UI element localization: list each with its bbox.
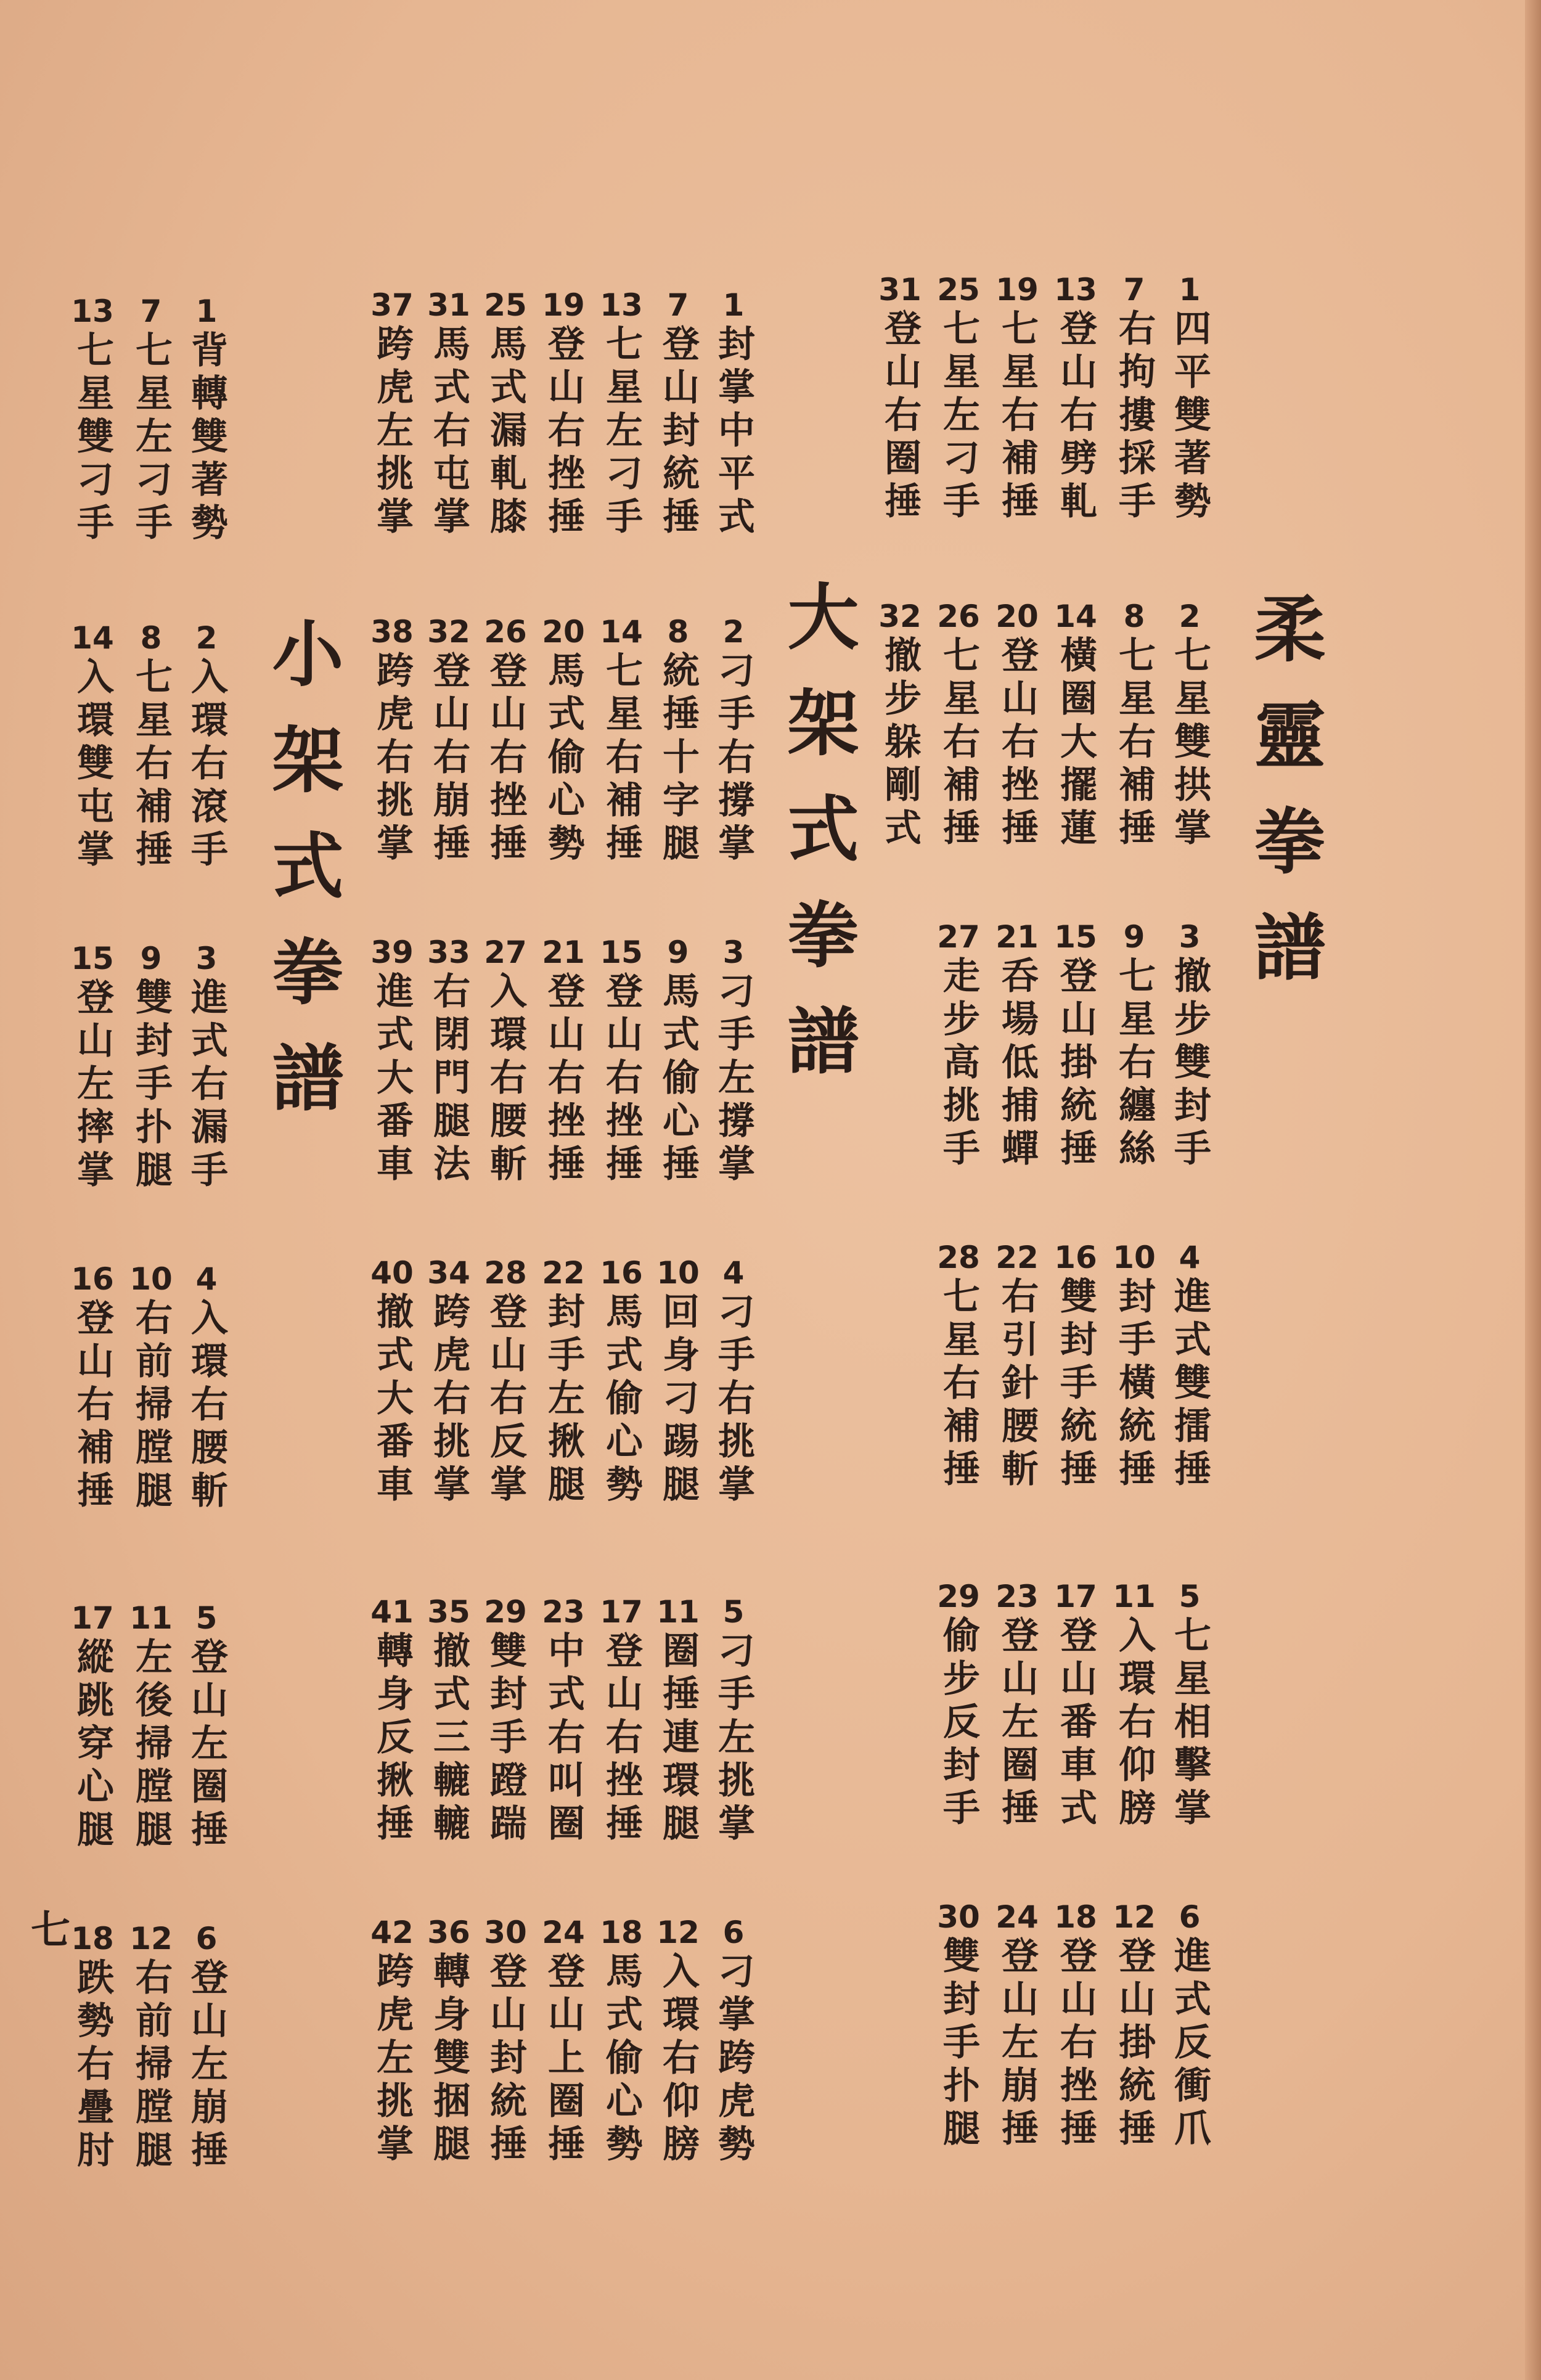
entry-number: 25: [484, 287, 527, 323]
entry-text: 入環右滾手: [185, 657, 228, 873]
rouling-entry: [1165, 1242, 1214, 1492]
dajia-entry: [709, 287, 758, 540]
entry-text: 登山右挫捶: [995, 636, 1039, 851]
entry-number: 23: [542, 1594, 585, 1630]
entry-number: 2: [1179, 599, 1201, 634]
entry-number: 14: [600, 614, 643, 650]
entry-number: 19: [542, 287, 585, 323]
entry-text: 跌勢右疊肘: [71, 1958, 114, 2173]
entry-text: 轉身雙捆腿: [427, 1952, 470, 2167]
entry-text: 馬式偷心勢: [542, 651, 585, 867]
dajia-entry: [597, 1917, 646, 2167]
entry-number: 19: [995, 272, 1039, 308]
entry-number: 4: [722, 1255, 745, 1291]
entry-number: 11: [1113, 1579, 1156, 1614]
entry-text: 右前掃膛腿: [129, 1298, 173, 1514]
entry-text: 撤式大番車: [370, 1292, 414, 1508]
entry-number: 1: [722, 287, 745, 323]
entry-number: 13: [600, 287, 643, 323]
entry-text: 走步高挑手: [937, 956, 980, 1172]
entry-text: 登山右挫捶: [542, 971, 585, 1187]
entry-text: 登山右補捶: [71, 1298, 114, 1514]
page-edge: [1525, 0, 1541, 2380]
rouling-entry: [1165, 1581, 1214, 1831]
entry-number: 13: [71, 293, 114, 329]
dajia-title: 大架式拳譜: [775, 579, 859, 1110]
entry-text: 登山封統捶: [656, 324, 700, 540]
entry-number: 6: [1179, 1899, 1201, 1935]
entry-number: 11: [129, 1600, 173, 1636]
entry-number: 41: [370, 1594, 414, 1630]
rouling-title: 柔靈拳譜: [1242, 592, 1326, 1016]
entry-text: 入環雙屯掌: [71, 657, 114, 873]
entry-text: 雙封手扑腿: [937, 1936, 980, 2152]
entry-text: 封手橫統捶: [1113, 1277, 1156, 1492]
entry-text: 七星雙拱掌: [1168, 636, 1211, 851]
entry-text: 七星雙刁手: [71, 330, 114, 546]
entry-text: 跨虎右挑掌: [427, 1292, 470, 1508]
entry-number: 39: [370, 934, 414, 970]
dajia-entry: [539, 934, 588, 1187]
dajia-entry: [539, 287, 588, 540]
entry-text: 登山掛統捶: [1113, 1936, 1156, 2152]
entry-text: 封手左揪腿: [542, 1292, 585, 1508]
rouling-entry: [992, 1581, 1042, 1831]
entry-number: 15: [1054, 919, 1097, 955]
xiaojia-entry: [182, 943, 231, 1193]
xiaojia-title: 小架式拳譜: [260, 616, 344, 1147]
rouling-entry: [1165, 274, 1214, 525]
entry-number: 32: [427, 614, 470, 650]
dajia-entry: [653, 616, 703, 867]
entry-number: 14: [71, 620, 114, 656]
entry-text: 馬式右屯掌: [427, 324, 470, 540]
entry-text: 馬式偷心捶: [656, 971, 700, 1187]
dajia-entry: [653, 934, 703, 1187]
entry-number: 4: [195, 1261, 218, 1297]
entry-number: 35: [427, 1594, 470, 1630]
dajia-entry: [424, 1917, 473, 2167]
entry-text: 七星左刁手: [129, 330, 173, 546]
entry-text: 刁掌跨虎勢: [712, 1952, 755, 2167]
entry-number: 24: [995, 1899, 1039, 1935]
entry-text: 登山掛統捶: [1054, 956, 1097, 1172]
dajia-entry: [539, 1594, 588, 1847]
dajia-entry: [367, 934, 417, 1187]
entry-text: 登山左圈捶: [185, 1637, 228, 1853]
entry-text: 刁手左挑掌: [712, 1631, 755, 1847]
entry-text: 右拘摟採手: [1113, 309, 1156, 525]
entry-text: 馬式漏軋膝: [484, 324, 527, 540]
entry-number: 22: [542, 1255, 585, 1291]
entry-text: 撤步雙封手: [1168, 956, 1211, 1172]
entry-text: 登山右挫捶: [600, 1631, 643, 1847]
entry-text: 七星左刁手: [937, 309, 980, 525]
dajia-entry: [481, 1257, 530, 1508]
entry-number: 23: [995, 1579, 1039, 1614]
entry-text: 刁手右挑掌: [712, 1292, 755, 1508]
entry-text: 馬式偷心勢: [600, 1292, 643, 1508]
rouling-entry: [1051, 274, 1100, 525]
entry-number: 27: [484, 934, 527, 970]
entry-text: 縱跳穿心腿: [71, 1637, 114, 1853]
entry-number: 6: [195, 1921, 218, 1957]
entry-text: 登山右圈捶: [878, 309, 922, 525]
entry-text: 跨虎右挑掌: [370, 651, 414, 867]
entry-text: 登山右挫捶: [600, 971, 643, 1187]
entry-number: 9: [140, 941, 162, 976]
entry-number: 20: [995, 599, 1039, 634]
entry-number: 3: [195, 941, 218, 976]
rouling-entry: [992, 1242, 1042, 1492]
entry-number: 7: [667, 287, 689, 323]
entry-number: 7: [1123, 272, 1145, 308]
entry-number: 15: [600, 934, 643, 970]
rouling-entry: [875, 274, 925, 525]
dajia-entry: [539, 616, 588, 867]
entry-text: 入環右仰膀: [1113, 1616, 1156, 1831]
rouling-entry: [875, 601, 925, 851]
entry-text: 登山封統捶: [484, 1952, 527, 2167]
entry-number: 34: [427, 1255, 470, 1291]
entry-number: 16: [1054, 1240, 1097, 1275]
entry-number: 31: [878, 272, 922, 308]
entry-text: 七星右補捶: [600, 651, 643, 867]
entry-text: 右閉門腿法: [427, 971, 470, 1187]
rouling-entry: [1110, 919, 1159, 1172]
entry-text: 封掌中平式: [712, 324, 755, 540]
dajia-entry: [709, 616, 758, 867]
entry-number: 22: [995, 1240, 1039, 1275]
entry-text: 橫圈大擺蓮: [1054, 636, 1097, 851]
entry-number: 17: [600, 1594, 643, 1630]
rouling-entry: [1051, 601, 1100, 851]
entry-text: 跨虎左挑掌: [370, 1952, 414, 2167]
entry-text: 回身刁踢腿: [656, 1292, 700, 1508]
dajia-entry: [539, 1917, 588, 2167]
entry-text: 左後掃膛腿: [129, 1637, 173, 1853]
entry-text: 中式右叫圈: [542, 1631, 585, 1847]
entry-text: 七星右補捶: [937, 1277, 980, 1492]
entry-number: 8: [667, 614, 689, 650]
dajia-entry: [653, 1594, 703, 1847]
entry-text: 登山右挫捶: [542, 324, 585, 540]
entry-text: 進式雙擂捶: [1168, 1277, 1211, 1492]
dajia-entry: [653, 1917, 703, 2167]
entry-text: 呑場低捕蟬: [995, 956, 1039, 1172]
dajia-entry: [424, 287, 473, 540]
rouling-entry: [1165, 919, 1214, 1172]
entry-text: 雙封手扑腿: [129, 978, 173, 1193]
entry-number: 1: [1179, 272, 1201, 308]
entry-number: 8: [140, 620, 162, 656]
entry-text: 撤式三轆轆: [427, 1631, 470, 1847]
entry-number: 13: [1054, 272, 1097, 308]
dajia-entry: [367, 1257, 417, 1508]
rouling-entry: [1051, 1899, 1100, 2152]
entry-text: 入環右仰膀: [656, 1952, 700, 2167]
dajia-entry: [424, 934, 473, 1187]
rouling-entry: [934, 1242, 983, 1492]
entry-text: 馬式偷心勢: [600, 1952, 643, 2167]
entry-text: 七星右纏絲: [1113, 956, 1156, 1172]
rouling-entry: [934, 274, 983, 525]
entry-text: 登山左圈捶: [995, 1616, 1039, 1831]
xiaojia-entry: [126, 943, 176, 1193]
entry-number: 24: [542, 1915, 585, 1950]
entry-number: 29: [937, 1579, 980, 1614]
entry-number: 1: [195, 293, 218, 329]
entry-text: 入環右腰斬: [484, 971, 527, 1187]
entry-number: 14: [1054, 599, 1097, 634]
entry-text: 登山左摔掌: [71, 978, 114, 1193]
entry-text: 撤步躲剛式: [878, 636, 922, 851]
dajia-entry: [367, 1917, 417, 2167]
dajia-entry: [597, 287, 646, 540]
entry-number: 15: [71, 941, 114, 976]
dajia-entry: [597, 1594, 646, 1847]
entry-number: 12: [1113, 1899, 1156, 1935]
xiaojia-entry: [182, 1923, 231, 2173]
entry-text: 背轉雙著勢: [185, 330, 228, 546]
entry-text: 登山番車式: [1054, 1616, 1097, 1831]
entry-text: 登山右劈軋: [1054, 309, 1097, 525]
entry-number: 2: [195, 620, 218, 656]
entry-text: 七星右補捶: [937, 636, 980, 851]
xiaojia-entry: [126, 620, 176, 873]
dajia-entry: [653, 287, 703, 540]
xiaojia-entry: [68, 1923, 117, 2173]
rouling-entry: [1051, 919, 1100, 1172]
rouling-entry: [934, 1899, 983, 2152]
entry-number: 17: [71, 1600, 114, 1636]
entry-text: 刁手左撐掌: [712, 971, 755, 1187]
rouling-entry: [1165, 601, 1214, 851]
entry-number: 5: [1179, 1579, 1201, 1614]
rouling-entry: [934, 919, 983, 1172]
rouling-entry: [1110, 1242, 1159, 1492]
entry-number: 26: [484, 614, 527, 650]
entry-number: 18: [71, 1921, 114, 1957]
entry-number: 9: [1123, 919, 1145, 955]
dajia-entry: [424, 1257, 473, 1508]
dajia-entry: [481, 934, 530, 1187]
entry-number: 31: [427, 287, 470, 323]
entry-text: 雙封手蹬踹: [484, 1631, 527, 1847]
dajia-entry: [367, 616, 417, 867]
dajia-entry: [481, 1917, 530, 2167]
entry-number: 27: [937, 919, 980, 955]
entry-text: 登山左崩捶: [185, 1958, 228, 2173]
dajia-entry: [367, 287, 417, 540]
xiaojia-entry: [182, 1261, 231, 1514]
xiaojia-entry: [68, 293, 117, 546]
entry-text: 七星右補捶: [129, 657, 173, 873]
rouling-entry: [1110, 274, 1159, 525]
entry-number: 8: [1123, 599, 1145, 634]
dajia-entry: [481, 616, 530, 867]
entry-text: 右前掃膛腿: [129, 1958, 173, 2173]
entry-text: 登山右崩捶: [427, 651, 470, 867]
entry-text: 七星右補捶: [1113, 636, 1156, 851]
entry-number: 42: [370, 1915, 414, 1950]
dajia-entry: [481, 287, 530, 540]
xiaojia-entry: [182, 1600, 231, 1853]
entry-number: 7: [140, 293, 162, 329]
entry-text: 登山右挫捶: [1054, 1936, 1097, 2152]
dajia-entry: [709, 1594, 758, 1847]
dajia-entry: [424, 616, 473, 867]
rouling-entry: [1110, 1581, 1159, 1831]
rouling-entry: [1051, 1581, 1100, 1831]
entry-number: 30: [937, 1899, 980, 1935]
entry-number: 37: [370, 287, 414, 323]
entry-number: 32: [878, 599, 922, 634]
xiaojia-entry: [68, 620, 117, 873]
xiaojia-entry: [126, 1261, 176, 1514]
entry-text: 登山左崩捶: [995, 1936, 1039, 2152]
entry-number: 5: [195, 1600, 218, 1636]
entry-number: 5: [722, 1594, 745, 1630]
rouling-entry: [992, 601, 1042, 851]
dajia-entry: [709, 1257, 758, 1508]
entry-text: 偷步反封手: [937, 1616, 980, 1831]
entry-number: 12: [656, 1915, 700, 1950]
rouling-entry: [934, 601, 983, 851]
entry-text: 登山右挫捶: [484, 651, 527, 867]
rouling-entry: [992, 1899, 1042, 2152]
entry-number: 16: [600, 1255, 643, 1291]
entry-text: 右引針腰斬: [995, 1277, 1039, 1492]
entry-number: 28: [937, 1240, 980, 1275]
dajia-entry: [367, 1594, 417, 1847]
dajia-entry: [597, 1257, 646, 1508]
entry-number: 2: [722, 614, 745, 650]
dajia-entry: [597, 616, 646, 867]
entry-number: 18: [1054, 1899, 1097, 1935]
entry-text: 登山右反掌: [484, 1292, 527, 1508]
entry-number: 3: [1179, 919, 1201, 955]
entry-number: 16: [71, 1261, 114, 1297]
dajia-entry: [709, 934, 758, 1187]
rouling-entry: [1110, 601, 1159, 851]
entry-number: 9: [667, 934, 689, 970]
entry-number: 40: [370, 1255, 414, 1291]
entry-text: 進式右漏手: [185, 978, 228, 1193]
entry-text: 進式大番車: [370, 971, 414, 1187]
rouling-entry: [1110, 1899, 1159, 2152]
dajia-entry: [424, 1594, 473, 1847]
rouling-entry: [992, 919, 1042, 1172]
entry-number: 33: [427, 934, 470, 970]
xiaojia-entry: [182, 293, 231, 546]
entry-text: 四平雙著勢: [1168, 309, 1211, 525]
rouling-entry: [1165, 1899, 1214, 2152]
entry-number: 30: [484, 1915, 527, 1950]
entry-number: 20: [542, 614, 585, 650]
entry-number: 25: [937, 272, 980, 308]
rouling-entry: [934, 1581, 983, 1831]
entry-number: 29: [484, 1594, 527, 1630]
entry-number: 3: [722, 934, 745, 970]
entry-number: 10: [129, 1261, 173, 1297]
xiaojia-entry: [68, 1261, 117, 1514]
entry-number: 11: [656, 1594, 700, 1630]
entry-number: 21: [542, 934, 585, 970]
entry-text: 跨虎左挑掌: [370, 324, 414, 540]
dajia-entry: [539, 1257, 588, 1508]
entry-text: 進式反衝爪: [1168, 1936, 1211, 2152]
entry-number: 26: [937, 599, 980, 634]
xiaojia-entry: [68, 1600, 117, 1853]
entry-text: 轉身反揪捶: [370, 1631, 414, 1847]
xiaojia-entry: [126, 293, 176, 546]
entry-number: 36: [427, 1915, 470, 1950]
entry-number: 12: [129, 1921, 173, 1957]
dajia-entry: [653, 1257, 703, 1508]
entry-text: 雙封手統捶: [1054, 1277, 1097, 1492]
xiaojia-entry: [126, 1600, 176, 1853]
page-number: 七: [31, 1907, 70, 1953]
entry-number: 4: [1179, 1240, 1201, 1275]
entry-text: 入環右腰斬: [185, 1298, 228, 1514]
entry-text: 圈捶連環腿: [656, 1631, 700, 1847]
entry-number: 21: [995, 919, 1039, 955]
dajia-entry: [481, 1594, 530, 1847]
entry-number: 6: [722, 1915, 745, 1950]
entry-text: 刁手右撐掌: [712, 651, 755, 867]
xiaojia-entry: [182, 620, 231, 873]
entry-text: 七星左刁手: [600, 324, 643, 540]
rouling-entry: [992, 274, 1042, 525]
entry-number: 10: [1113, 1240, 1156, 1275]
entry-number: 17: [1054, 1579, 1097, 1614]
entry-text: 七星右補捶: [995, 309, 1039, 525]
entry-number: 18: [600, 1915, 643, 1950]
xiaojia-entry: [126, 1923, 176, 2173]
entry-text: 統捶十字腿: [656, 651, 700, 867]
entry-number: 28: [484, 1255, 527, 1291]
entry-number: 38: [370, 614, 414, 650]
rouling-entry: [1051, 1242, 1100, 1492]
entry-text: 登山上圈捶: [542, 1952, 585, 2167]
dajia-entry: [597, 934, 646, 1187]
entry-text: 七星相擊掌: [1168, 1616, 1211, 1831]
xiaojia-entry: [68, 943, 117, 1193]
dajia-entry: [709, 1917, 758, 2167]
entry-number: 10: [656, 1255, 700, 1291]
